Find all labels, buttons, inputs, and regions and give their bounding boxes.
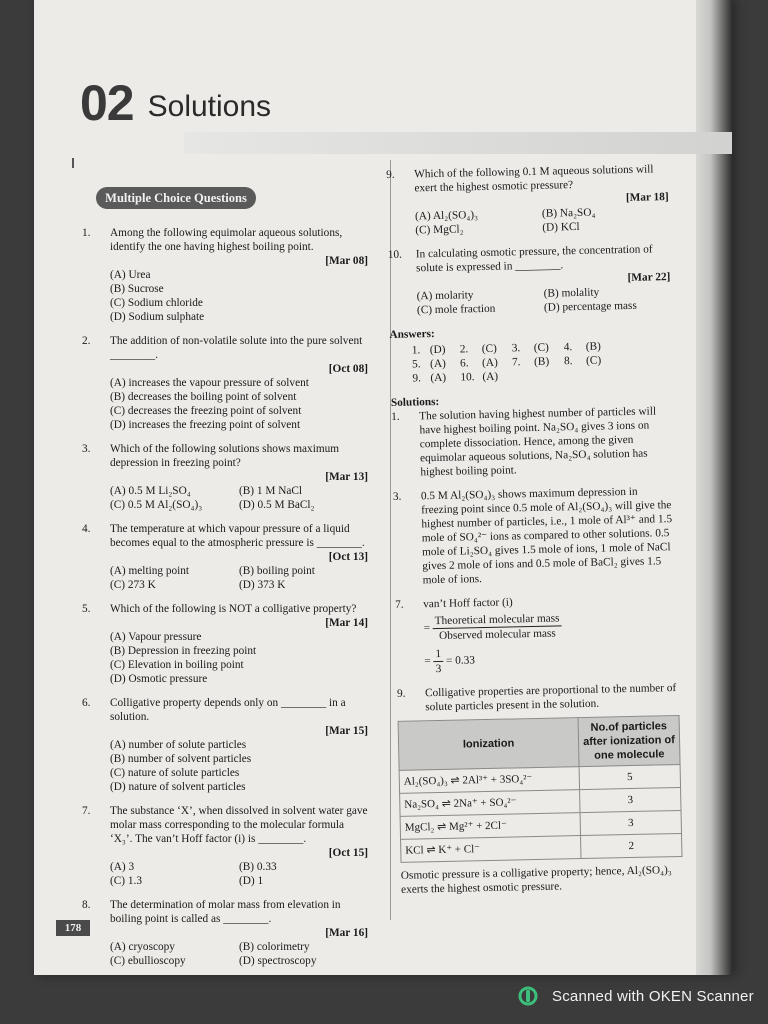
answer-cell: 1. (411, 344, 421, 357)
exam-tag: [Oct 13] (328, 551, 368, 563)
fraction-numerator: Theoretical molecular mass (433, 611, 562, 629)
solutions-heading: Solutions: (390, 395, 440, 409)
option: (B) Na₂SO₄ (541, 206, 596, 220)
option: (A) increases the vapour pressure of solvent (110, 377, 309, 389)
chapter-header (80, 75, 272, 131)
solution-item (395, 592, 679, 677)
answer-cell: 2. (459, 343, 469, 356)
answer-cell: (A) (482, 370, 499, 384)
question-number: 2. (82, 335, 91, 347)
option: (B) molality (543, 286, 600, 300)
fraction-denominator: 3 (435, 662, 442, 676)
book-page (34, 0, 732, 975)
option: (C) Elevation in boiling point (110, 659, 244, 671)
option: (D) KCl (542, 220, 580, 234)
question-stem: In calculating osmotic pressure, the concentration of solute is expressed in ________. (415, 243, 653, 275)
ionization-table (398, 715, 683, 863)
equals-sign: = (423, 622, 431, 635)
ionization-equation: Al₂(SO₄)₃ ⇌ 2Al³⁺ + 3SO₄²⁻ (399, 767, 579, 794)
answer-cell: 4. (563, 341, 573, 354)
exam-tag: [Mar 14] (325, 617, 368, 629)
option: (C) 0.5 M Al₂(SO₄)₃ (110, 499, 203, 511)
exam-tag: [Mar 22] (627, 271, 671, 284)
answer-cell: 7. (511, 356, 521, 369)
option: (A) molarity (416, 289, 474, 303)
answer-cell: (C) (533, 341, 549, 354)
question-item (82, 696, 368, 794)
answers-heading: Answers: (389, 328, 435, 341)
option: (D) 0.5 M BaCl₂ (239, 499, 315, 511)
option: (D) Osmotic pressure (110, 673, 208, 685)
question-number: 7. (82, 805, 91, 817)
option: (B) colorimetry (239, 941, 310, 953)
answer-cell: (A) (481, 356, 498, 370)
option: (B) 1 M NaCl (239, 485, 303, 497)
question-item (82, 334, 368, 432)
option: (B) decreases the boiling point of solvent (110, 391, 297, 403)
question-stem: The addition of non-volatile solute into the pure solvent ________. (110, 335, 363, 361)
question-stem: Which of the following is NOT a colligative property? (110, 603, 357, 615)
particle-count: 5 (579, 764, 680, 789)
question-stem: Which of the following 0.1 M aqueous solutions will exert the highest osmotic pressure? (414, 163, 654, 195)
particle-count: 3 (580, 810, 681, 835)
option: (A) melting point (110, 565, 190, 577)
solution-item (397, 681, 680, 715)
question-stem: Which of the following solutions shows maximum depression in freezing point? (110, 443, 340, 469)
option: (D) percentage mass (543, 299, 637, 314)
option: (B) number of solvent particles (110, 753, 252, 765)
ionization-equation: Na₂SO₄ ⇌ 2Na⁺ + SO₄²⁻ (400, 790, 580, 817)
answer-cell: (C) (481, 342, 497, 356)
question-item (82, 442, 368, 512)
option: (B) boiling point (239, 565, 315, 577)
question-number: 6. (82, 697, 91, 709)
question-stem: The temperature at which vapour pressure of a liquid becomes equal to the atmospheric pressure is ________. (110, 523, 365, 549)
option: (D) 373 K (239, 579, 286, 591)
particle-count: 3 (580, 787, 681, 812)
question-number: 5. (82, 603, 91, 615)
answer-grid (390, 338, 673, 386)
solution-number: 3. (392, 490, 402, 503)
question-item (82, 226, 368, 324)
answer-cell: (A) (429, 357, 446, 371)
question-item (82, 898, 368, 968)
option: (A) Vapour pressure (110, 631, 202, 643)
fraction-denominator: Observed molecular mass (438, 627, 556, 642)
option: (D) increases the freezing point of solvent (110, 419, 301, 431)
question-item (82, 522, 368, 592)
question-number: 10. (387, 248, 403, 261)
conclusion-text: Osmotic pressure is a colligative property; hence, Al₂(SO₄)₃ exerts the highest osmotic pressure. (400, 864, 672, 896)
chapter-number: 02 (80, 75, 134, 131)
option: (C) MgCl₂ (415, 223, 464, 237)
answer-cell: 3. (511, 342, 521, 355)
exam-tag: [Mar 13] (325, 471, 368, 483)
answer-cell: (C) (585, 354, 602, 367)
solution-number: 7. (395, 598, 404, 611)
vant-hoff-label: van’t Hoff factor (i) (423, 596, 513, 611)
option: (A) number of solute particles (110, 739, 247, 751)
option: (A) Al₂(SO₄)₃ (414, 209, 479, 223)
solution-number: 1. (391, 410, 400, 423)
question-item (388, 242, 671, 318)
solution-text: Colligative properties are proportional to the number of solute particles present in the solution. (424, 682, 677, 714)
question-item (82, 602, 368, 686)
option: (A) Urea (110, 269, 151, 281)
option: (D) 1 (239, 875, 264, 887)
scanner-label: Scanned with OKEN Scanner (552, 987, 754, 1005)
option: (B) 0.33 (239, 861, 277, 873)
fraction-numerator: 1 (433, 647, 443, 662)
solution-item (391, 404, 674, 480)
answer-cell: 6. (459, 357, 469, 370)
ionization-equation: MgCl₂ ⇌ Mg²⁺ + 2Cl⁻ (400, 813, 580, 840)
option: (A) 3 (110, 861, 135, 873)
vant-hoff-result: = 0.33 (445, 654, 476, 667)
option: (A) cryoscopy (110, 941, 175, 953)
chapter-header-band (184, 132, 732, 154)
answer-cell: (B) (533, 355, 550, 368)
question-number: 1. (82, 227, 91, 239)
question-item (82, 804, 368, 888)
answer-key (389, 322, 672, 386)
question-number: 9. (386, 168, 395, 181)
right-column (386, 162, 683, 897)
scanner-watermark (518, 986, 754, 1006)
option: (D) nature of solvent particles (110, 781, 246, 793)
equals-sign: = (424, 655, 431, 668)
scanner-logo-icon (518, 986, 538, 1006)
option: (B) Sucrose (110, 283, 164, 295)
question-stem: Among the following equimolar aqueous solutions, identify the one having highest boiling point. (110, 227, 343, 253)
question-number: 8. (82, 899, 91, 911)
question-stem: The determination of molar mass from elevation in boiling point is called as ________. (110, 899, 341, 925)
answer-cell: (D) (429, 343, 446, 357)
solutions-section (391, 390, 683, 897)
answer-cell: 8. (563, 355, 573, 368)
one-third-fraction (433, 647, 443, 676)
solution-text: The solution having highest number of particles will have highest boiling point. Na₂SO₄ gives 3 ions on complete dissociation. Hence, among the given equimolar aqueous solutions, Na₂SO₄ solution has highest boiling point. (419, 405, 657, 479)
margin-mark (72, 158, 74, 168)
solution-item (393, 484, 677, 588)
exam-tag: [Mar 08] (325, 255, 368, 267)
answer-cell: (A) (430, 371, 447, 385)
question-item (386, 162, 669, 238)
exam-tag: [Oct 08] (328, 363, 368, 375)
left-column (82, 226, 368, 975)
section-heading-mcq: Multiple Choice Questions (96, 187, 256, 209)
chapter-title: Solutions (147, 90, 272, 123)
answer-cell: (B) (585, 340, 601, 353)
question-number: 3. (82, 443, 91, 455)
table-header: No.of particles after ionization of one molecule (578, 715, 680, 766)
vant-hoff-fraction (433, 611, 562, 643)
option: (C) mole fraction (416, 302, 496, 317)
exam-tag: [Mar 18] (625, 191, 669, 204)
ionization-equation: KCl ⇌ K⁺ + Cl⁻ (401, 836, 581, 863)
solution-number: 9. (396, 687, 406, 700)
table-header: Ionization (398, 718, 579, 771)
exam-tag: [Mar 15] (325, 725, 368, 737)
solution-text: 0.5 M Al₂(SO₄)₃ shows maximum depression in freezing point since 0.5 mole of Al₂(SO₄)₃ will give the highest number of particles, i.e., 1 mole of Al³⁺ and 1.5 mole of SO₄²⁻ ions as compared to other solutions. 0.5 mole of Li₂SO₄ gives 1.5 mole of ions, 1 mole of NaCl gives 2 mole of ions and 0.5 mole of BaCl₂ gives 1.5 mole of ions. (420, 485, 673, 587)
answer-cell: 5. (411, 358, 421, 371)
question-stem: Colligative property depends only on ________ in a solution. (110, 697, 346, 723)
option: (C) 273 K (110, 579, 156, 591)
option: (C) 1.3 (110, 875, 143, 887)
page-number: 178 (56, 920, 90, 936)
option: (C) nature of solute particles (110, 767, 240, 779)
table-row (401, 833, 682, 862)
particle-count: 2 (581, 833, 682, 858)
question-number: 4. (82, 523, 91, 535)
answer-cell: 9. (412, 372, 422, 385)
option: (A) 0.5 M Li₂SO₄ (110, 485, 191, 497)
exam-tag: [Mar 16] (325, 927, 368, 939)
option: (C) Sodium chloride (110, 297, 203, 309)
option: (B) Depression in freezing point (110, 645, 257, 657)
option: (D) spectroscopy (239, 955, 317, 967)
answer-cell: 10. (460, 371, 475, 384)
exam-tag: [Oct 15] (328, 847, 368, 859)
option: (C) ebullioscopy (110, 955, 186, 967)
question-stem: The substance ‘X’, when dissolved in solvent water gave molar mass corresponding to the molecular formula ‘X₃’. The van’t Hoff factor (i) is ________. (110, 805, 368, 845)
option: (D) Sodium sulphate (110, 311, 205, 323)
option: (C) decreases the freezing point of solvent (110, 405, 302, 417)
